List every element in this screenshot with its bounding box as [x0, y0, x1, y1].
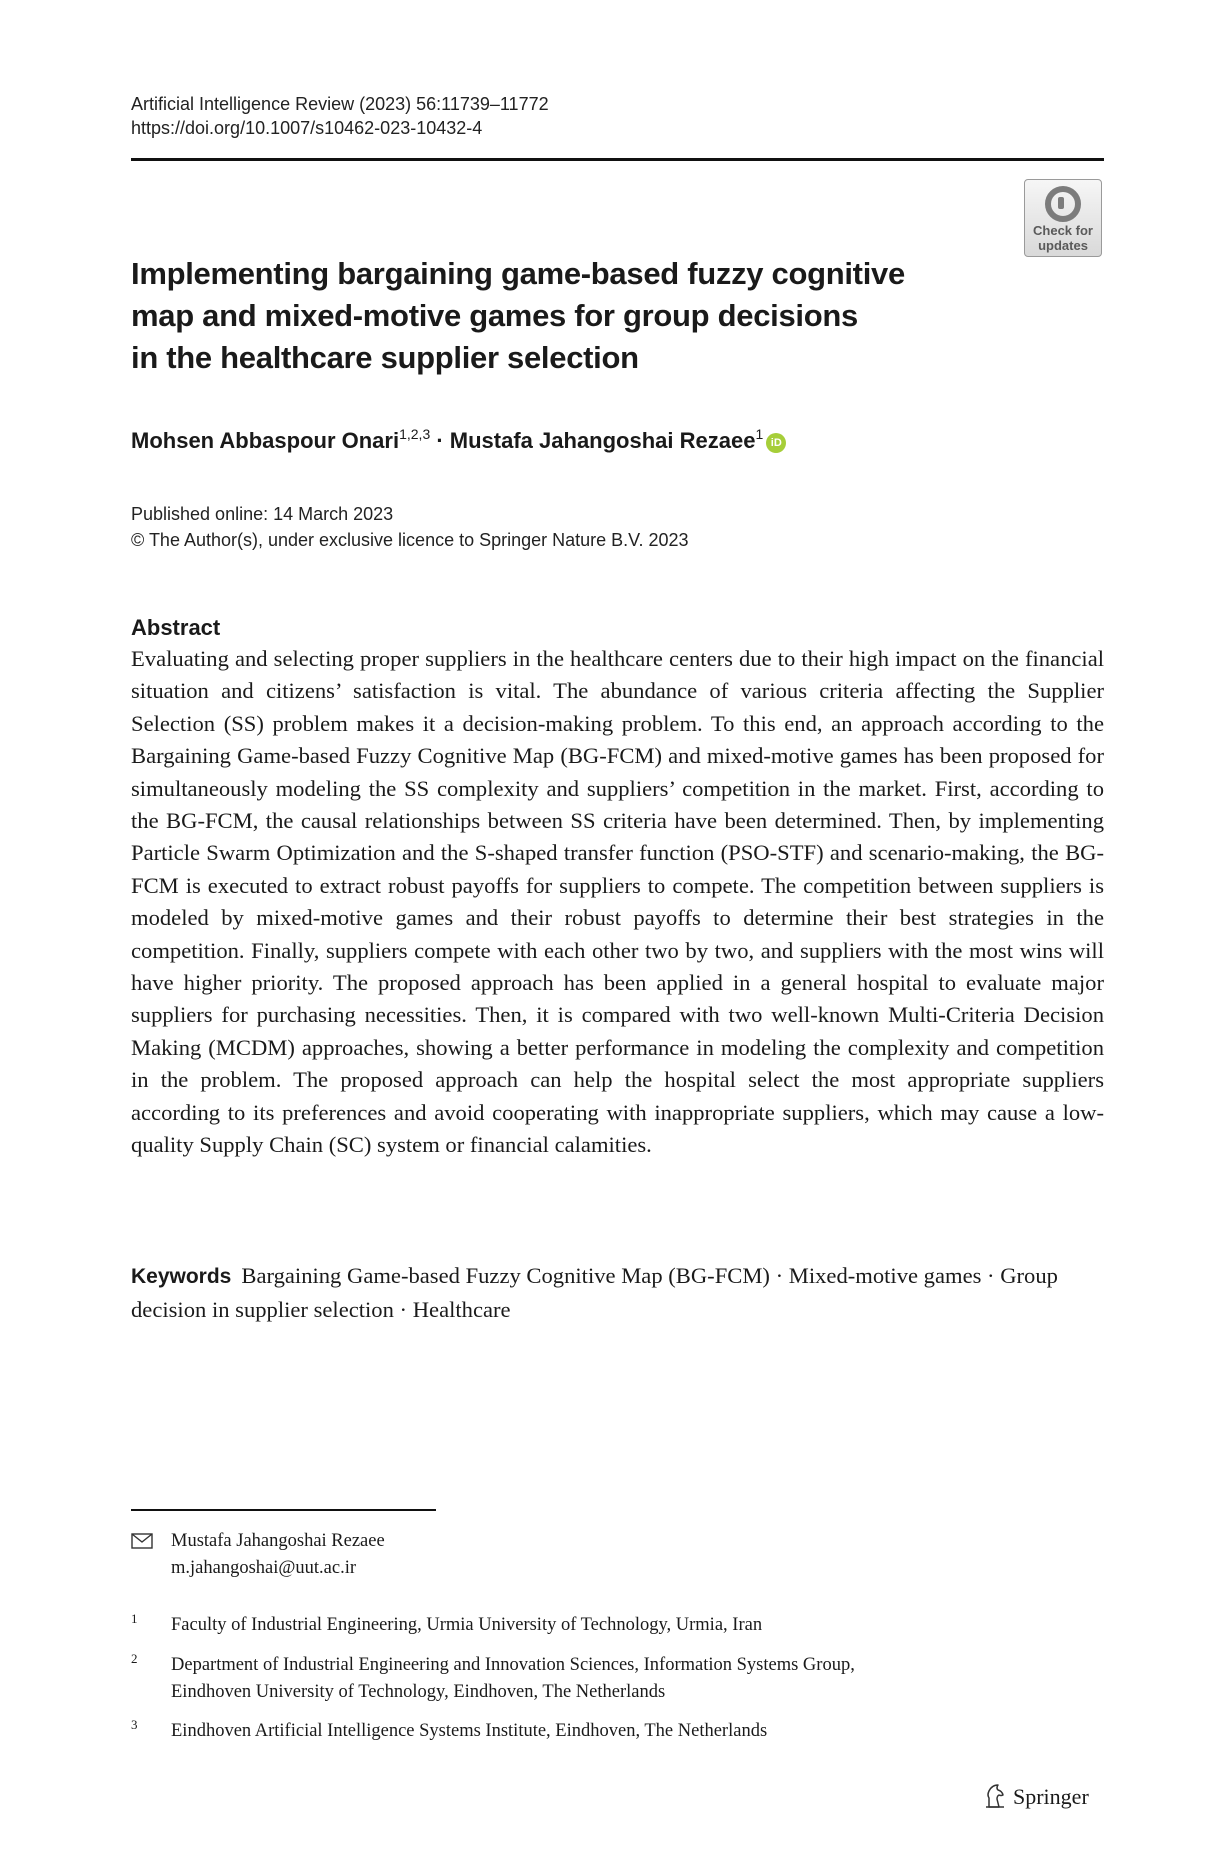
abstract-body: Evaluating and selecting proper suppliers in the healthcare centers due to their high impact on the financial situation and citizens’ satisfaction is vital. The abundance of various criteria affecting the Supplier Selection (SS) problem makes it a decision-making problem. To this end, an approach according to the Bargaining Game-based Fuzzy Cognitive Map (BG-FCM) and mixed-motive games has been proposed for simultaneously modeling the SS complexity and suppliers’ competition in the market. First, according to the BG-FCM, the causal relationships between SS criteria have been determined. Then, by implementing Particle Swarm Optimization and the S-shaped transfer function (PSO-STF) and scenario-making, the BG-FCM is executed to extract robust payoffs for suppliers to compete. The competition between suppliers is modeled by mixed-motive games and their robust payoffs to determine their best strategies in the competition. Finally, suppliers compete with each other two by two, and suppliers with the most wins will have higher priority. The proposed approach has been applied in a general hospital to evaluate major suppliers for purchasing necessities. Then, it is compared with two well-known Multi-Criteria Decision Making (MCDM) approaches, showing a better performance in modeling the complexity and competition in the problem. The proposed approach can help the hospital select the most appropriate suppliers according to its preferences and avoid cooperating with inappropriate suppliers, which may cause a low-quality Supply Chain (SC) system or financial calamities.	[131, 646, 1104, 1158]
article-title	[131, 253, 971, 379]
envelope-icon	[131, 1533, 153, 1549]
title-line: map and mixed-motive games for group decisions	[131, 298, 858, 333]
abstract-heading: Abstract	[131, 615, 221, 640]
author-name[interactable]: Mohsen Abbaspour Onari	[131, 428, 400, 453]
title-line: Implementing bargaining game-based fuzzy cognitive	[131, 256, 905, 291]
badge-line-1: Check for	[1033, 223, 1093, 238]
badge-line-2: updates	[1038, 238, 1088, 253]
copyright-notice: © The Author(s), under exclusive licence to Springer Nature B.V. 2023	[131, 530, 689, 550]
publisher-name: Springer	[1013, 1784, 1089, 1809]
publisher-logo	[983, 1782, 1089, 1812]
check-for-updates-icon	[1045, 186, 1081, 222]
affiliation-2	[131, 1652, 855, 1706]
check-for-updates-badge[interactable]	[1024, 179, 1102, 257]
journal-citation: Artificial Intelligence Review (2023) 56:11739–11772	[131, 94, 549, 114]
title-line: in the healthcare supplier selection	[131, 340, 639, 375]
author-affiliation-marks: 1	[755, 426, 764, 442]
corresponding-author-email[interactable]: m.jahangoshai@uut.ac.ir	[171, 1558, 357, 1578]
springer-horse-icon	[983, 1783, 1007, 1809]
publication-info	[131, 501, 689, 553]
orcid-icon[interactable]: iD	[766, 433, 786, 453]
affiliation-number: 2	[131, 1651, 138, 1666]
affiliation-3	[131, 1718, 767, 1745]
author-separator: ·	[430, 428, 450, 453]
published-date: Published online: 14 March 2023	[131, 504, 394, 524]
keywords-section	[131, 1259, 1104, 1326]
keywords-text: Bargaining Game-based Fuzzy Cognitive Map (BG-FCM) · Mixed-motive games · Group decision in supplier selection · Healthcare	[131, 1263, 1058, 1322]
affiliation-1	[131, 1612, 762, 1639]
author-list	[131, 426, 786, 456]
affiliation-text: Faculty of Industrial Engineering, Urmia University of Technology, Urmia, Iran	[171, 1615, 763, 1635]
affiliation-number: 1	[131, 1611, 138, 1626]
header-rule	[131, 158, 1104, 161]
author-name[interactable]: Mustafa Jahangoshai Rezaee	[449, 428, 756, 453]
affiliation-number: 3	[131, 1717, 138, 1732]
author-affiliation-marks: 1,2,3	[399, 426, 431, 442]
correspondence	[131, 1528, 385, 1582]
keywords-label: Keywords	[131, 1265, 232, 1288]
affiliation-text: Department of Industrial Engineering and Innovation Sciences, Information Systems Group,	[171, 1655, 855, 1675]
doi-link[interactable]: https://doi.org/10.1007/s10462-023-10432-4	[131, 118, 483, 138]
corresponding-author-name: Mustafa Jahangoshai Rezaee	[171, 1531, 385, 1551]
journal-header	[131, 92, 549, 140]
affiliation-text: Eindhoven Artificial Intelligence Systems Institute, Eindhoven, The Netherlands	[171, 1721, 768, 1741]
footnote-rule	[131, 1509, 436, 1511]
affiliation-text: Eindhoven University of Technology, Eindhoven, The Netherlands	[171, 1682, 666, 1702]
